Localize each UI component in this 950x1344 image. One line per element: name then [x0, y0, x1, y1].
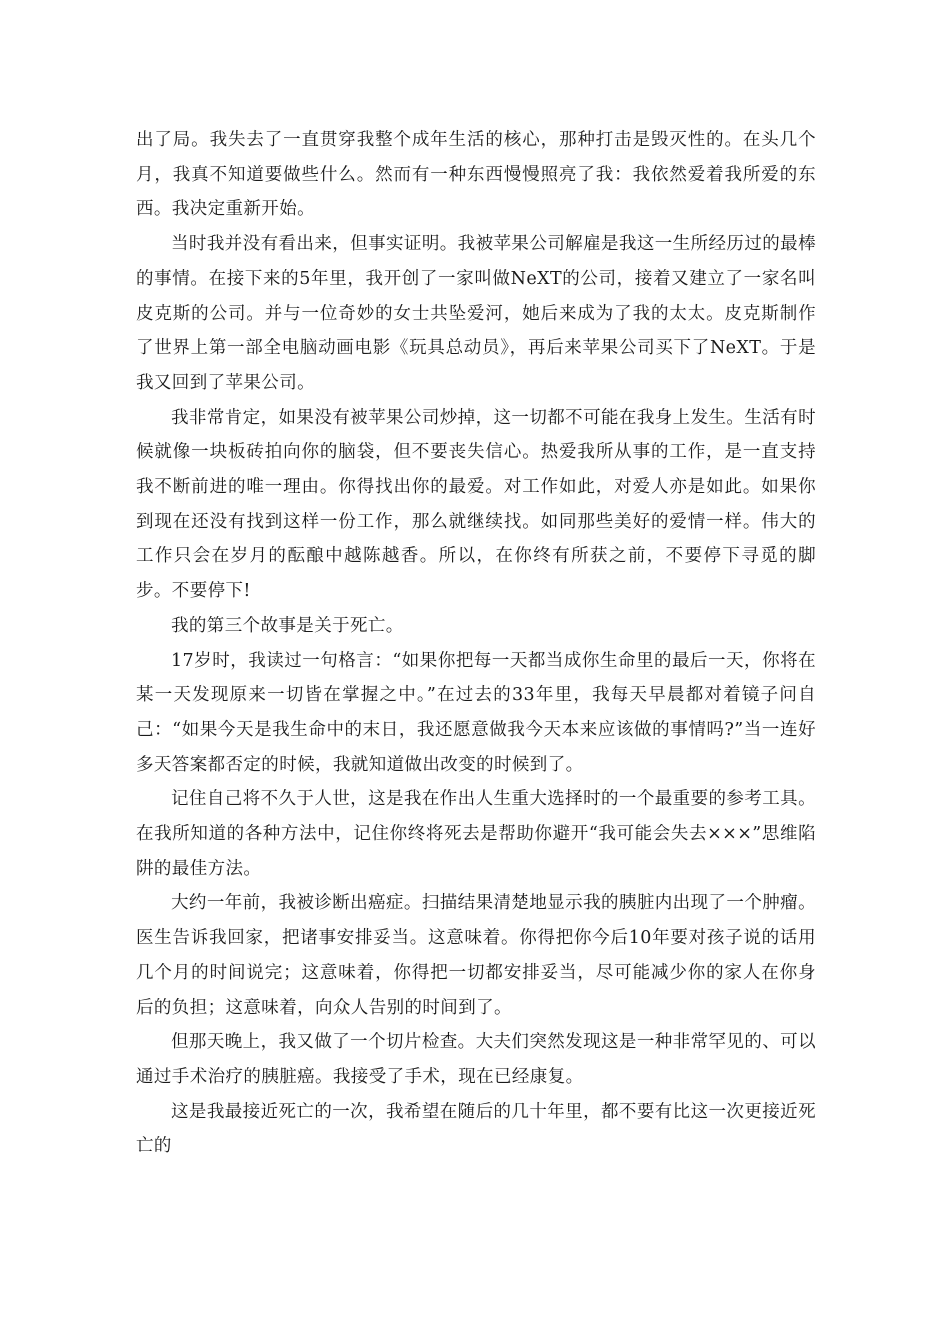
- paragraph-4: 我的第三个故事是关于死亡。: [171, 615, 404, 636]
- paragraph-1: 出了局。我失去了一直贯穿我整个成年生活的核心，那种打击是毁灭性的。在头几个月，我真不知道要做些什么。然而有一种东西慢慢照亮了我：我依然爱着我所爱的东西。我决定重新开始。: [136, 130, 816, 220]
- paragraph-3: 我非常肯定，如果没有被苹果公司炒掉，这一切都不可能在我身上发生。生活有时候就像一块板砖拍向你的脑袋，但不要丧失信心。热爱我所从事的工作，是一直支持我不断前进的唯一理由。你得找出你的最爱。对工作如此，对爱人亦是如此。如果你到现在还没有找到这样一份工作，那么就继续找。如同那些美好的爱情一样。伟大的工作只会在岁月的酝酿中越陈越香。所以，在你终有所获之前，不要停下寻觅的脚步。不要停下!: [136, 407, 816, 602]
- paragraph-7: 大约一年前，我被诊断出癌症。扫描结果清楚地显示我的胰脏内出现了一个肿瘤。医生告诉我回家，把诸事安排妥当。这意味着。你得把你今后10年要对孩子说的话用几个月的时间说完；这意味着，你得把一切都安排妥当，尽可能减少你的家人在你身后的负担；这意味着，向众人告别的时间到了。: [136, 893, 816, 1018]
- document-page: [136, 123, 816, 1164]
- paragraph-9: 这是我最接近死亡的一次，我希望在随后的几十年里，都不要有比这一次更接近死亡的: [136, 1101, 816, 1157]
- paragraph-5: 17岁时，我读过一句格言：“如果你把每一天都当成你生命里的最后一天，你将在某一天发现原来一切皆在掌握之中。”在过去的33年里，我每天早晨都对着镜子问自己：“如果今天是我生命中的末日，我还愿意做我今天本来应该做的事情吗?”当一连好多天答案都否定的时候，我就知道做出改变的时候到了。: [136, 650, 816, 775]
- paragraph-2: 当时我并没有看出来，但事实证明。我被苹果公司解雇是我这一生所经历过的最棒的事情。在接下来的5年里，我开创了一家叫做NeXT的公司，接着又建立了一家名叫皮克斯的公司。并与一位奇妙的女士共坠爱河，她后来成为了我的太太。皮克斯制作了世界上第一部全电脑动画电影《玩具总动员》，再后来苹果公司买下了NeXT。于是我又回到了苹果公司。: [136, 234, 816, 393]
- paragraph-6: 记住自己将不久于人世，这是我在作出人生重大选择时的一个最重要的参考工具。在我所知道的各种方法中，记住你终将死去是帮助你避开“我可能会失去×××”思维陷阱的最佳方法。: [136, 789, 816, 879]
- paragraph-8: 但那天晚上，我又做了一个切片检查。大夫们突然发现这是一种非常罕见的、可以通过手术治疗的胰脏癌。我接受了手术，现在已经康复。: [136, 1032, 816, 1087]
